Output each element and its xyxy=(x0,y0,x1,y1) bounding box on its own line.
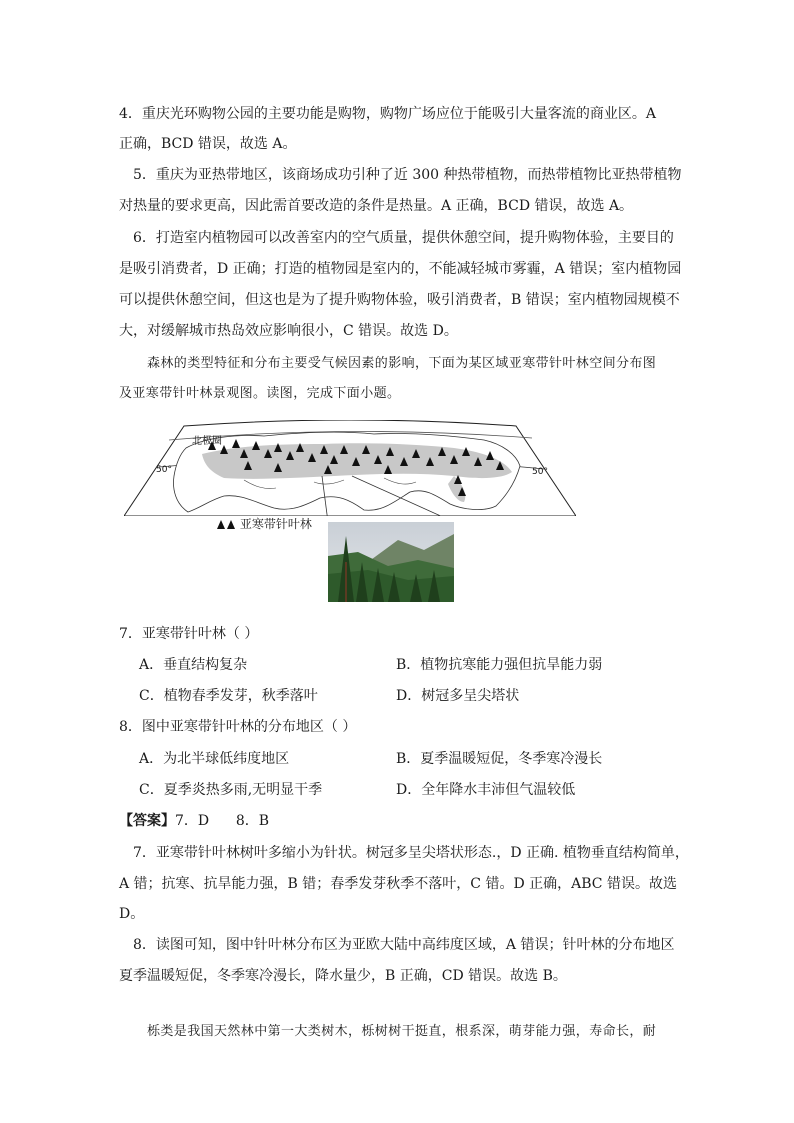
explanation-8-line-2: 夏季温暖短促，冬季寒冷漫长，降水量少，B 正确，CD 错误。故选 B。 xyxy=(119,968,567,984)
explanation-8-line-1: 8．读图可知，图中针叶林分布区为亚欧大陆中高纬度区域，A 错误；针叶林的分布地区 xyxy=(133,937,675,953)
question-8-option-c[interactable]: C．夏季炎热多雨,无明显干季 xyxy=(139,782,323,798)
explanation-7-line-3: D。 xyxy=(119,906,145,922)
explanation-6-line-3: 可以提供休憩空间，但这也是为了提升购物体验，吸引消费者，B 错误；室内植物园规模不 xyxy=(119,292,680,308)
answer-tag: 【答案】 xyxy=(119,813,175,829)
answer-line xyxy=(119,811,269,831)
lat-50-right-label: 50° xyxy=(532,467,548,477)
explanation-5-line-1: 5．重庆为亚热带地区，该商场成功引种了近 300 种热带植物，而热带植物比亚热带植物 xyxy=(133,167,682,183)
explanation-7-line-2: A 错；抗寒、抗旱能力强，B 错；春季发芽秋季不落叶，C 错。D 正确，ABC 错误。故选 xyxy=(119,876,677,892)
explanation-7-line-1: 7．亚寒带针叶林树叶多缩小为针状。树冠多呈尖塔状形态.，D 正确. 植物垂直结构简单， xyxy=(133,845,689,861)
taiga-distribution-map xyxy=(124,420,576,516)
question-7-option-a[interactable]: A．垂直结构复杂 xyxy=(139,657,248,673)
explanation-4-line-1: 4．重庆光环购物公园的主要功能是购物，购物广场应位于能吸引大量客流的商业区。A xyxy=(119,106,657,122)
question-7-option-d[interactable]: D．树冠多呈尖塔状 xyxy=(396,688,520,704)
conifer-legend-icon xyxy=(216,519,236,531)
question-8-option-d[interactable]: D．全年降水丰沛但气温较低 xyxy=(396,782,576,798)
question-7-stem: 7．亚寒带针叶林（ ） xyxy=(119,626,259,642)
explanation-6-line-4: 大，对缓解城市热岛效应影响很小，C 错误。故选 D。 xyxy=(119,323,458,339)
explanation-6-line-2: 是吸引消费者，D 正确；打造的植物园是室内的，不能减轻城市雾霾，A 错误；室内植物园 xyxy=(119,261,682,277)
intro-line-2: 及亚寒带针叶林景观图。读图，完成下面小题。 xyxy=(119,386,401,401)
legend-label: 亚寒带针叶林 xyxy=(239,517,312,531)
question-7-option-b[interactable]: B．植物抗寒能力强但抗旱能力弱 xyxy=(396,657,603,673)
lat-50-left-label: 50° xyxy=(156,465,172,475)
question-7-option-c[interactable]: C．植物春季发芽，秋季落叶 xyxy=(139,688,318,704)
question-8-option-a[interactable]: A．为北半球低纬度地区 xyxy=(139,751,290,767)
answer-text: 7．D 8．B xyxy=(175,813,270,829)
question-8-option-b[interactable]: B．夏季温暖短促，冬季寒冷漫长 xyxy=(396,751,603,767)
arctic-circle-label: 北极圈 xyxy=(192,436,222,447)
explanation-5-line-2: 对热量的要求更高，因此需首要改造的条件是热量。A 正确，BCD 错误，故选 A。 xyxy=(119,198,634,214)
explanation-6-line-1: 6．打造室内植物园可以改善室内的空气质量，提供休憩空间，提升购物体验，主要目的 xyxy=(133,230,674,246)
next-intro-line-1: 栎类是我国天然林中第一大类树木，栎树树干挺直，根系深，萌芽能力强，寿命长，耐 xyxy=(147,1024,657,1039)
taiga-landscape-photo xyxy=(328,522,454,602)
explanation-4-line-2: 正确，BCD 错误，故选 A。 xyxy=(119,136,297,152)
question-8-stem: 8．图中亚寒带针叶林的分布地区（ ） xyxy=(119,719,357,735)
map-legend xyxy=(216,516,312,532)
intro-line-1: 森林的类型特征和分布主要受气候因素的影响，下面为某区域亚寒带针叶林空间分布图 xyxy=(147,356,657,371)
